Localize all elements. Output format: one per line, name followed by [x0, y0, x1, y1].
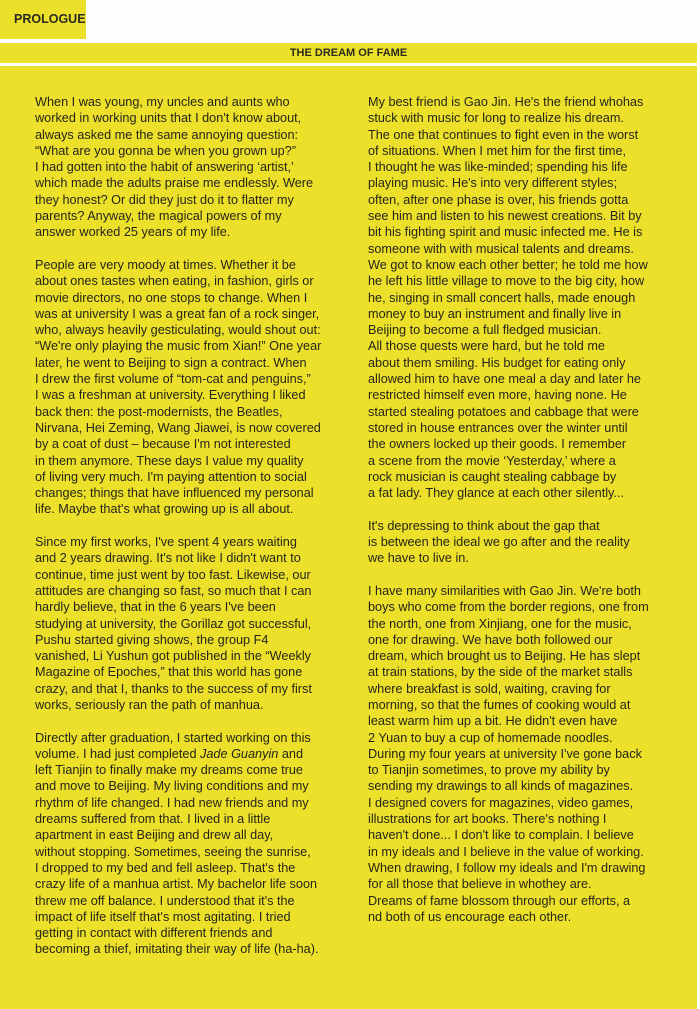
text-line: Beijing to become a full fledged musician. — [368, 323, 602, 338]
text-line: started stealing potatoes and cabbage that were — [368, 404, 639, 419]
text-line: the north, one from Xinjiang, one for the music, — [368, 616, 632, 631]
text-line: continue, time just went by too fast. Likewise, our — [35, 567, 311, 582]
text-line: illustrations for art books. There's nothing I — [368, 812, 607, 827]
text-line: parents? Anyway, the magical powers of my — [35, 209, 282, 224]
text-line: sending my drawings to all kinds of magazines. — [368, 779, 634, 794]
section-tab-label: PROLOGUE — [14, 12, 86, 26]
paragraph — [35, 257, 321, 518]
text-line: getting in contact with different friends and — [35, 926, 273, 941]
text-line: see him and listen to his newest creations. Bit by — [368, 209, 642, 224]
text-line: Dreams of fame blossom through our efforts, a — [368, 893, 631, 908]
text-line: about ones tastes when eating, in fashion, girls or — [35, 274, 314, 289]
text-line: “What are you gonna be when you grown up?” — [35, 143, 296, 158]
text-line: restricted himself even more, having none. He — [368, 388, 627, 403]
text-line: Pushu started giving shows, the group F4 — [35, 632, 269, 647]
text-line: someone with with musical talents and dreams. — [368, 241, 634, 256]
text-line: I thought he was like-minded; spending his life — [368, 160, 628, 175]
text-line: bit his fighting spirit and music infected me. He is — [368, 225, 643, 240]
text-line: People are very moody at times. Whether it be — [35, 257, 296, 272]
text-line: by a coat of dust – because I'm not interested — [35, 437, 291, 452]
text-line: and move to Beijing. My living conditions and my — [35, 779, 309, 794]
text-line: to Tianjin sometimes, to prove my ability by — [368, 763, 610, 778]
text-line: a fat lady. They glance at each other silently... — [368, 486, 625, 501]
left-column — [35, 94, 321, 974]
text-line: and 2 years drawing. It's not like I didn't want to — [35, 551, 301, 566]
text-line: During my four years at university I've gone back — [368, 746, 642, 761]
text-line: dreams suffered from that. I lived in a little — [35, 812, 271, 827]
text-line: Since my first works, I've spent 4 years waiting — [35, 535, 297, 550]
text-line: We got to know each other better; he told me how — [368, 257, 648, 272]
text-line: studying at university, the Gorillaz got successful, — [35, 616, 312, 631]
text-line: changes; things that have influenced my personal — [35, 486, 314, 501]
paragraph — [35, 534, 321, 713]
text-line: which made the adults praise me endlessly. Were — [35, 176, 314, 191]
text-line: about them smiling. His budget for eating only — [368, 355, 626, 370]
text-line: later, he went to Beijing to sign a contract. When — [35, 355, 307, 370]
text-line: of situations. When I met him for the first time, — [368, 143, 627, 158]
book-title: Jade Guanyin — [200, 746, 279, 761]
text-line: left Tianjin to finally make my dreams come true — [35, 763, 303, 778]
text-line: least warm him up a bit. He didn't even have — [368, 714, 618, 729]
text-segment: and — [278, 746, 304, 761]
right-column — [368, 94, 649, 941]
text-line: Directly after graduation, I started working on this — [35, 730, 311, 745]
text-line: dream, which brought us to Beijing. He has slept — [368, 649, 641, 664]
text-line: My best friend is Gao Jin. He's the friend whohas — [368, 95, 644, 109]
text-line: the owners locked up their goods. I remember — [368, 437, 627, 452]
text-line: rock musician is caught stealing cabbage by — [368, 469, 617, 484]
text-line: worked in working units that I don't know about, — [35, 111, 302, 126]
text-line: I had gotten into the habit of answering ‘artist,’ — [35, 160, 294, 175]
text-line: we have to live in. — [368, 551, 469, 566]
article-body — [0, 66, 697, 1009]
text-line: All those quests were hard, but he told me — [368, 339, 605, 354]
text-line: they honest? Or did they just do it to flatter my — [35, 192, 294, 207]
text-line: playing music. He's into very different styles; — [368, 176, 617, 191]
text-line: attitudes are changing so fast, so much that I can — [35, 583, 312, 598]
text-line: always asked me the same annoying question: — [35, 127, 299, 142]
text-line: often, after one phase is over, his friends gotta — [368, 192, 629, 207]
text-line: threw me off balance. I understood that it's the — [35, 893, 295, 908]
text-line: a scene from the movie ‘Yesterday,’ where a — [368, 453, 616, 468]
text-line: allowed him to have one meal a day and later he — [368, 372, 641, 387]
text-line: becoming a thief, imitating their way of life (ha-ha). — [35, 942, 319, 957]
text-line: works, seriously ran the path of manhua. — [35, 697, 264, 712]
text-line: for all those that believe in whothey are. — [368, 877, 592, 892]
text-line: The one that continues to fight even in the worst — [368, 127, 639, 142]
text-line: Nirvana, Hei Zeming, Wang Jiawei, is now covered — [35, 420, 321, 435]
text-line: It's depressing to think about the gap that — [368, 518, 600, 533]
text-line: vanished, Li Yushun got published in the “Weekly — [35, 649, 312, 664]
text-line: in them anymore. These days I value my quality — [35, 453, 304, 468]
text-line: nd both of us encourage each other. — [368, 909, 572, 924]
text-line: “We're only playing the music from Xian!” One year — [35, 339, 322, 354]
text-line: answer worked 25 years of my life. — [35, 225, 231, 240]
text-line: crazy life of a manhua artist. My bachelor life soon — [35, 877, 318, 892]
text-line: I was a freshman at university. Everything I liked — [35, 388, 306, 403]
article-title: THE DREAM OF FAME — [0, 43, 697, 63]
text-line: movie directors, no one stops to change. When I — [35, 290, 308, 305]
text-line: When drawing, I follow my ideals and I'm drawing — [368, 860, 646, 875]
text-line: he left his little village to move to the big city, how — [368, 274, 645, 289]
text-line: is between the ideal we go after and the reality — [368, 535, 630, 550]
text-line: stored in house entrances over the winter until — [368, 420, 628, 435]
text-line: was at university I was a great fan of a rock singer, — [35, 306, 320, 321]
text-line: haven't done... I don't like to complain. I believe — [368, 828, 634, 843]
paragraph — [35, 94, 321, 241]
section-tab — [0, 0, 86, 39]
text-line: I have many similarities with Gao Jin. We're both — [368, 583, 641, 598]
text-line: I dropped to my bed and fell asleep. That's the — [35, 860, 296, 875]
text-line: rhythm of life changed. I had new friends and my — [35, 795, 309, 810]
text-line: he, singing in small concert halls, made enough — [368, 290, 636, 305]
paragraph — [35, 730, 321, 958]
text-line: life. Maybe that's what growing up is all about. — [35, 502, 294, 517]
text-line: who, always heavily gesticulating, would shout out: — [35, 323, 321, 338]
paragraph — [368, 518, 649, 567]
text-line: impact of life itself that's most agitating. I tried — [35, 909, 291, 924]
paragraph — [368, 583, 649, 925]
text-line: stuck with music for long to realize his dream. — [368, 111, 624, 126]
text-line — [35, 746, 321, 762]
text-line: morning, so that the fumes of cooking would at — [368, 697, 631, 712]
text-line: 2 Yuan to buy a cup of homemade noodles. — [368, 730, 613, 745]
text-line: money to buy an instrument and finally live in — [368, 306, 622, 321]
text-segment: volume. I had just completed — [35, 746, 201, 761]
text-line: where breakfast is sold, waiting, craving for — [368, 681, 611, 696]
text-line: When I was young, my uncles and aunts who — [35, 95, 290, 109]
text-line: of living very much. I'm paying attention to social — [35, 469, 307, 484]
text-line: back then: the post-modernists, the Beatles, — [35, 404, 283, 419]
text-line: without stopping. Sometimes, seeing the sunrise, — [35, 844, 311, 859]
text-line: in my ideals and I believe in the value of working. — [368, 844, 644, 859]
text-line: apartment in east Beijing and drew all day, — [35, 828, 274, 843]
text-line: boys who come from the border regions, one from — [368, 600, 649, 615]
text-line: Magazine of Epoches,” that this world has gone — [35, 665, 303, 680]
text-line: I designed covers for magazines, video games, — [368, 795, 634, 810]
text-line: I drew the first volume of “tom-cat and penguins,” — [35, 372, 311, 387]
paragraph — [368, 94, 649, 501]
text-line: hardly believe, that in the 6 years I've been — [35, 600, 276, 615]
text-line: one for drawing. We have both followed our — [368, 632, 613, 647]
text-line: crazy, and that I, thanks to the success of my first — [35, 681, 312, 696]
text-line: at train stations, by the side of the market stalls — [368, 665, 633, 680]
